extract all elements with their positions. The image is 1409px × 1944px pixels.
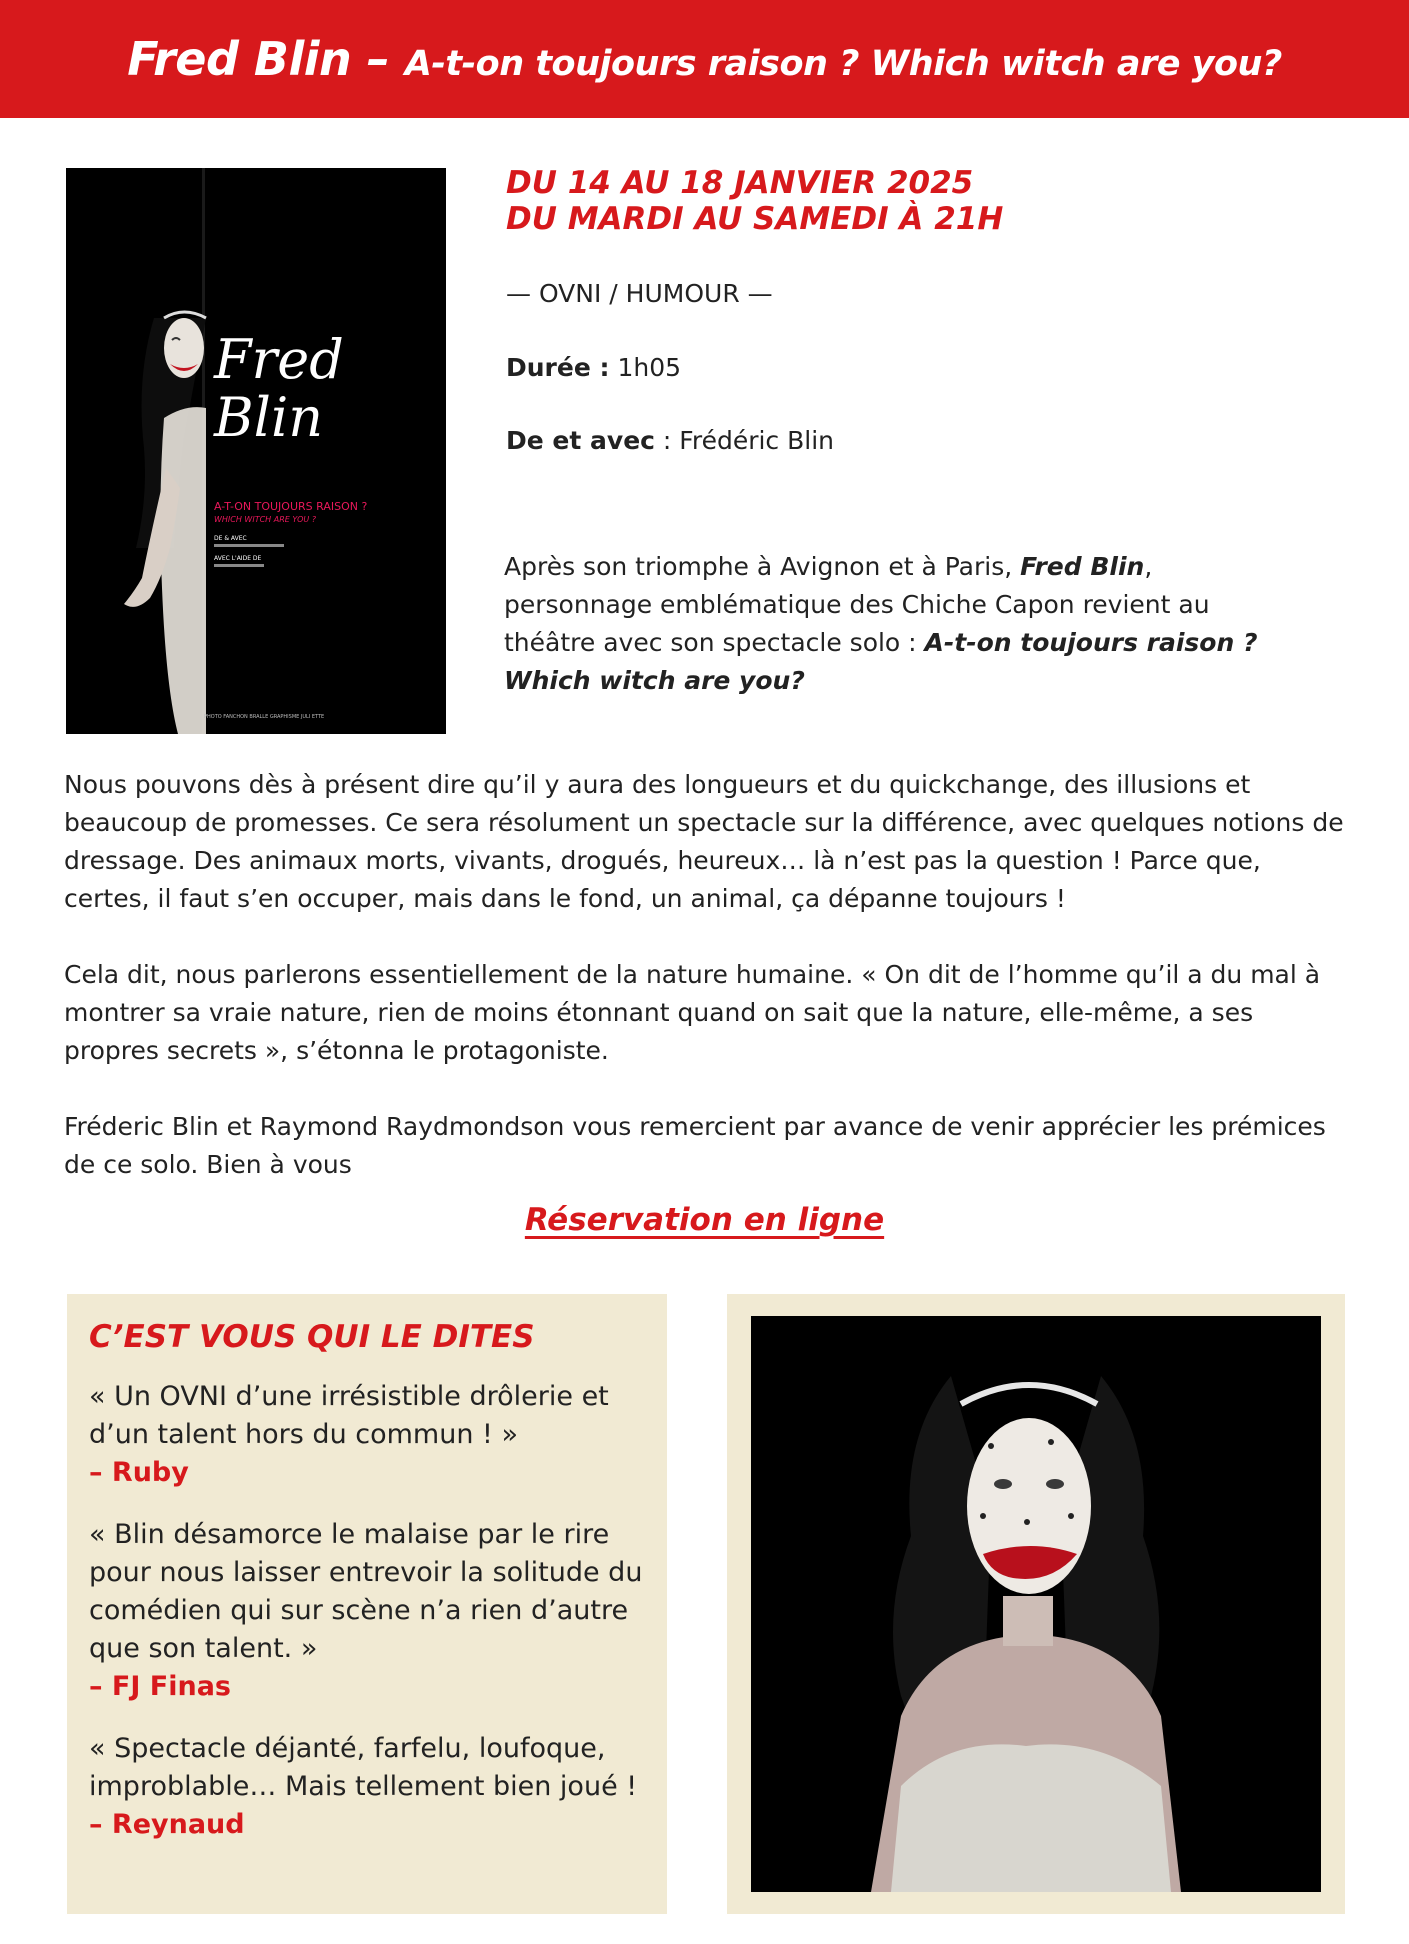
poster-footer: PHOTO FANCHON BRALLE GRAPHISME JULI ETTE xyxy=(204,714,325,720)
review-author: – Reynaud xyxy=(89,1809,245,1840)
intro-text-1: Après son triomphe à Avignon et à Paris, xyxy=(504,552,1021,581)
title-dash: – xyxy=(351,32,405,86)
show-genre: — OVNI / HUMOUR — xyxy=(506,279,773,308)
poster-credit-1: DE & AVEC xyxy=(214,535,247,542)
intro-artist: Fred Blin xyxy=(1020,552,1145,581)
review-author: – Ruby xyxy=(89,1457,189,1488)
poster-name-2: Blin xyxy=(214,386,324,449)
poster-illustration xyxy=(66,168,446,734)
reservation-block xyxy=(0,1202,1409,1238)
dates-line-2: DU MARDI AU SAMEDI À 21H xyxy=(506,201,1004,237)
poster-title-1: A-T-ON TOUJOURS RAISON ? xyxy=(214,500,368,513)
review-quote: « Un OVNI d’une irrésistible drôlerie et d’un talent hors du commun ! » xyxy=(89,1381,609,1450)
poster-credit-2: AVEC L'AIDE DE xyxy=(214,555,262,562)
review-author: – FJ Finas xyxy=(89,1671,232,1702)
page-header xyxy=(0,0,1409,118)
artist-photo-illustration xyxy=(751,1316,1321,1892)
show-dates xyxy=(506,165,1306,237)
cast-value: : Frédéric Blin xyxy=(654,426,835,455)
photo-frame xyxy=(727,1294,1345,1914)
review-item xyxy=(89,1516,643,1706)
reviews-panel xyxy=(67,1294,667,1914)
review-quote: « Spectacle déjanté, farfelu, loufoque, improblable… Mais tellement bien joué ! xyxy=(89,1733,638,1802)
show-duration xyxy=(506,353,1306,383)
duration-value: 1h05 xyxy=(609,353,682,382)
intro-show-title: A-t-on toujours raison ? Which witch are you? xyxy=(504,628,1258,695)
duration-label: Durée : xyxy=(506,353,610,382)
review-item xyxy=(89,1378,643,1492)
poster-title-2: WHICH WITCH ARE YOU ? xyxy=(214,515,317,524)
dates-line-1: DU 14 AU 18 JANVIER 2025 xyxy=(506,165,974,201)
show-cast xyxy=(506,426,1306,456)
description-paragraph-3: Fréderic Blin et Raymond Raydmondson vous remercient par avance de venir apprécier les prémices de ce solo. Bien à vous xyxy=(64,1112,1326,1179)
intro-paragraph xyxy=(504,548,1304,700)
poster-name-1: Fred xyxy=(214,328,344,391)
review-quote: « Blin désamorce le malaise par le rire pour nous laisser entrevoir la solitude du comédien qui sur scène n’a rien d’autre que son talent. » xyxy=(89,1519,643,1664)
description-paragraph-1: Nous pouvons dès à présent dire qu’il y aura des longueurs et du quickchange, des illusions et beaucoup de promesses. Ce sera résolument un spectacle sur la différence, avec quelques notions de dressage. Des animaux morts, vivants, drogués, heureux… là n’est pas la question ! Parce que, certes, il faut s’en occuper, mais dans le fond, un animal, ça dépanne toujours ! xyxy=(64,770,1344,913)
cast-label: De et avec xyxy=(506,426,655,455)
reservation-link[interactable]: Réservation en ligne xyxy=(524,1202,885,1238)
review-item xyxy=(89,1730,643,1844)
show-artist: Fred Blin xyxy=(127,32,352,86)
show-description xyxy=(64,766,1354,1184)
artist-photo xyxy=(751,1316,1321,1892)
show-info xyxy=(506,165,1306,456)
show-title: A-t-on toujours raison ? Which witch are you? xyxy=(404,44,1282,84)
reviews-heading: C’EST VOUS QUI LE DITES xyxy=(89,1319,535,1355)
page-title xyxy=(127,32,1282,86)
intro-text-2: , personnage emblématique des Chiche Capon revient au théâtre avec son spectacle solo : xyxy=(504,552,1210,657)
description-paragraph-2: Cela dit, nous parlerons essentiellement de la nature humaine. « On dit de l’homme qu’il a du mal à montrer sa vraie nature, rien de moins étonnant quand on sait que la nature, elle-même, a ses propres secrets », s’étonna le protagoniste. xyxy=(64,960,1321,1065)
show-poster xyxy=(66,168,446,734)
